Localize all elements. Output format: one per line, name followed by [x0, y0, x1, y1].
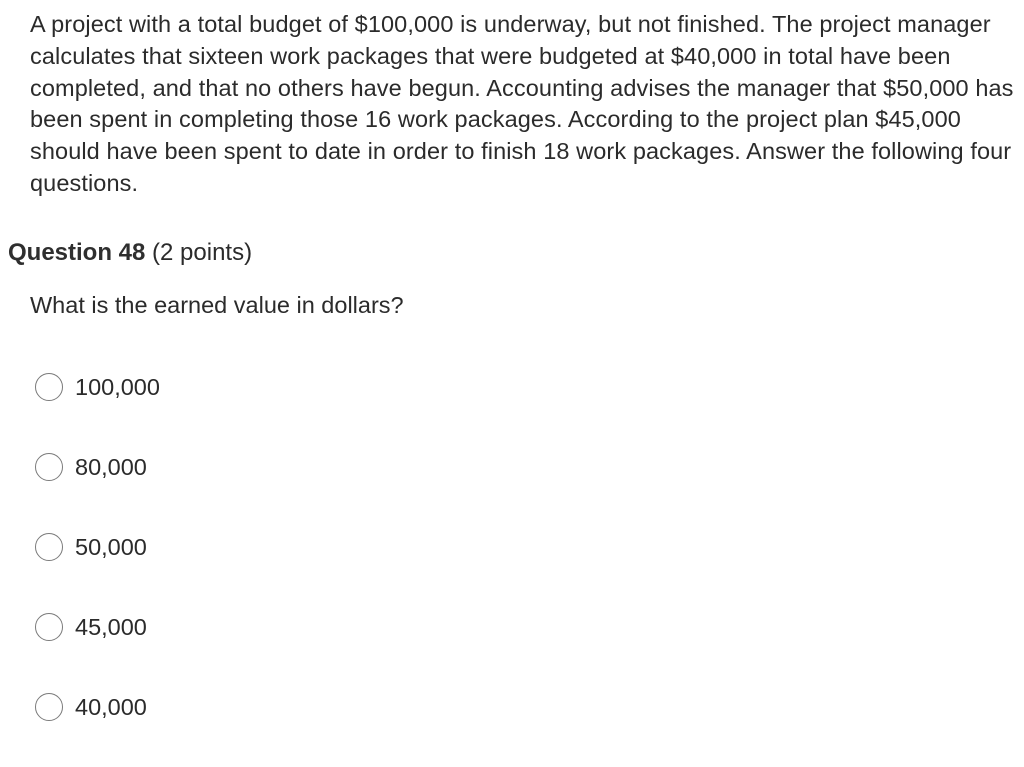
answer-options: [35, 367, 160, 767]
answer-option-label[interactable]: 100,000: [75, 374, 160, 400]
answer-option-40000[interactable]: [35, 687, 160, 767]
question-title: Question 48: [8, 239, 146, 266]
answer-option-label[interactable]: 80,000: [75, 454, 147, 480]
question-points: (2 points): [145, 239, 253, 266]
answer-option-100000[interactable]: [35, 367, 160, 447]
radio-button-icon[interactable]: [35, 373, 63, 401]
radio-button-icon[interactable]: [35, 453, 63, 481]
answer-option-label[interactable]: 40,000: [75, 694, 147, 720]
question-context-text: A project with a total budget of $100,000 is underway, but not finished. The project manager calculates that sixteen work packages that were budgeted at $40,000 in total have been completed, and that no others have begun. Accounting advises the manager that $50,000 has been spent in completing those 16 work packages. According to the project plan $45,000 should have been spent to date in order to finish 18 work packages. Answer the following four questions.: [30, 11, 1014, 196]
radio-button-icon[interactable]: [35, 533, 63, 561]
answer-option-label[interactable]: 45,000: [75, 614, 147, 640]
question-header: [8, 236, 252, 270]
answer-option-80000[interactable]: [35, 447, 160, 527]
radio-button-icon[interactable]: [35, 693, 63, 721]
answer-option-45000[interactable]: [35, 607, 160, 687]
radio-button-icon[interactable]: [35, 613, 63, 641]
answer-option-label[interactable]: 50,000: [75, 534, 147, 560]
answer-option-50000[interactable]: [35, 527, 160, 607]
question-prompt: What is the earned value in dollars?: [30, 292, 404, 318]
